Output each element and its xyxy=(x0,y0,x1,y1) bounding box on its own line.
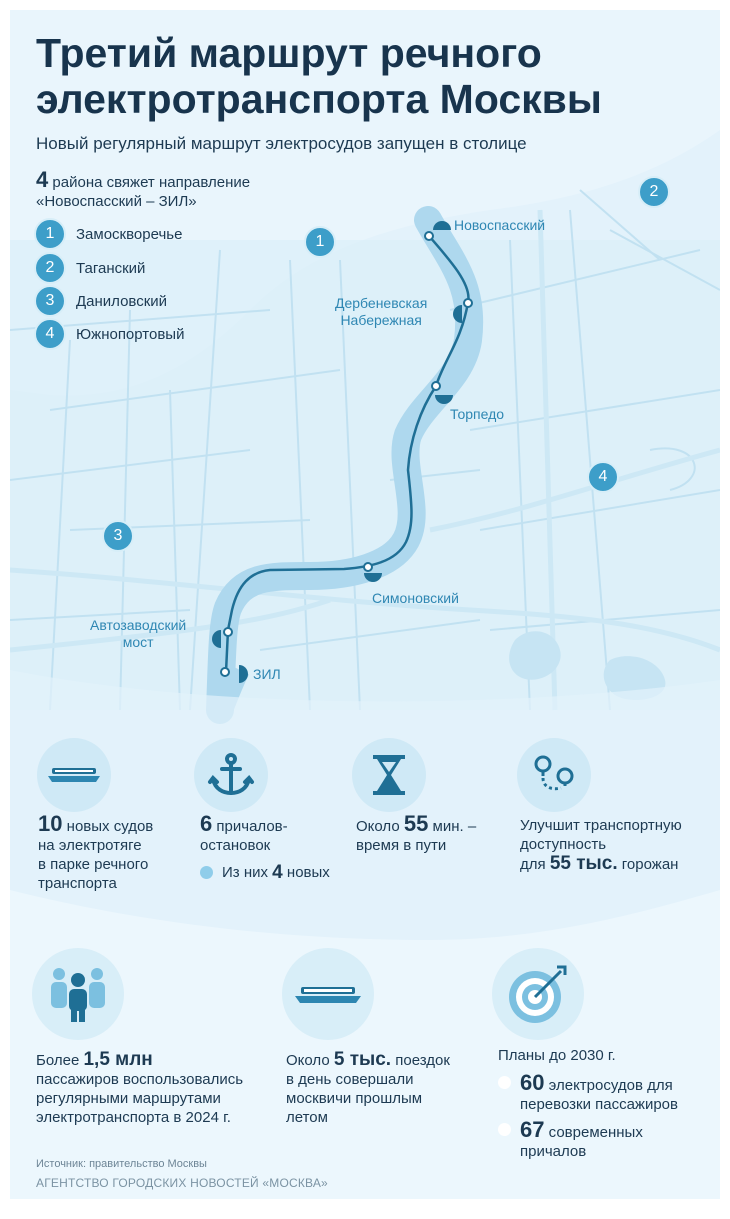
stop-marker xyxy=(464,299,472,307)
districts-count: 4 xyxy=(36,167,49,192)
districts-intro-text: района свяжет направление xyxy=(52,174,251,191)
stat-text: Улучшит транспортную xyxy=(520,817,682,834)
map-district-badge-2: 2 xyxy=(638,176,670,208)
stop-name: Новоспасский xyxy=(454,217,546,233)
anchor-icon xyxy=(194,738,268,812)
stop-name: Дербеневская xyxy=(335,295,428,311)
stat-text: перевозки пассажиров xyxy=(520,1096,678,1113)
stat-text: в парке речного xyxy=(38,856,149,873)
stop-name-line2: Набережная xyxy=(340,312,422,328)
districts-intro xyxy=(36,167,251,211)
stat-number: 10 xyxy=(38,811,63,836)
stat-number: 5 тыс. xyxy=(333,1049,392,1070)
bullet-dot xyxy=(498,1123,511,1136)
map-district-badge-4: 4 xyxy=(587,461,619,493)
stat-number: 55 xyxy=(403,811,429,836)
stat-text: летом xyxy=(286,1109,328,1126)
district-number-badge: 3 xyxy=(34,285,66,317)
stat-text: Из них xyxy=(222,864,268,881)
stop-label-simonovsky xyxy=(372,590,459,607)
stop-name: Автозаводский xyxy=(90,617,187,633)
stop-label-zil xyxy=(253,666,281,683)
district-name: Даниловский xyxy=(76,292,168,310)
stat-passengers xyxy=(36,1050,276,1127)
stat-text: причалов- xyxy=(216,818,288,835)
source-note: Источник: правительство Москвы xyxy=(36,1158,207,1170)
vessel-icon xyxy=(282,948,374,1040)
district-legend-item xyxy=(34,285,167,317)
title-line: Третий маршрут речного xyxy=(36,30,542,76)
stop-marker xyxy=(425,232,433,240)
stop-label-novospassky xyxy=(454,217,545,234)
stat-text: причалов xyxy=(520,1143,587,1160)
stop-marker xyxy=(224,628,232,636)
stat-text: время в пути xyxy=(356,837,447,854)
stat-vessels xyxy=(38,811,198,893)
stat-time xyxy=(356,811,506,855)
bullet-dot xyxy=(200,866,213,879)
stat-trips xyxy=(286,1050,486,1127)
stat-text: остановок xyxy=(200,837,271,854)
plans-item-text xyxy=(520,1070,678,1114)
stop-marker xyxy=(364,563,372,571)
district-number-badge: 1 xyxy=(34,218,66,250)
stat-number: 6 xyxy=(200,811,213,836)
stop-name: Торпедо xyxy=(450,406,505,422)
stat-text: новых судов xyxy=(66,818,154,835)
map-district-badge-3: 3 xyxy=(102,520,134,552)
stat-text: в день совершали xyxy=(286,1071,414,1088)
stat-text: современных xyxy=(548,1124,643,1141)
stat-text: доступность xyxy=(520,836,607,853)
target-icon xyxy=(492,948,584,1040)
stat-text: пассажиров воспользовались xyxy=(36,1071,244,1088)
stop-name-line2: мост xyxy=(122,634,154,650)
district-legend-item xyxy=(34,252,145,284)
stat-number: 60 xyxy=(520,1070,545,1095)
stat-number: 67 xyxy=(520,1117,545,1142)
district-name: Южнопортовый xyxy=(76,325,185,343)
stop-label-avtozavodsky xyxy=(90,617,186,651)
stat-piers xyxy=(200,811,350,883)
route-pins-icon xyxy=(517,738,591,812)
map-district-badge-1: 1 xyxy=(304,226,336,258)
people-icon xyxy=(32,948,124,1040)
stop-marker xyxy=(432,382,440,390)
stop-name: ЗИЛ xyxy=(253,666,281,682)
district-legend-item xyxy=(34,318,184,350)
stat-text: новых xyxy=(286,864,330,881)
subtitle: Новый регулярный маршрут электросудов запущен в столице xyxy=(36,134,527,153)
stat-text: транспорта xyxy=(38,875,117,892)
page-title xyxy=(36,30,696,122)
stop-label-torpedo xyxy=(450,406,504,423)
stat-text: горожан xyxy=(621,856,679,873)
hourglass-icon xyxy=(352,738,426,812)
stop-marker xyxy=(221,668,229,676)
stat-text: Около xyxy=(356,818,400,835)
stop-label-derbenevskaya xyxy=(335,295,427,329)
infographic xyxy=(10,10,720,1199)
district-number-badge: 2 xyxy=(34,252,66,284)
district-name: Замоскворечье xyxy=(76,225,183,243)
stat-plans xyxy=(498,1046,708,1161)
stat-text: мин. – xyxy=(432,818,477,835)
stop-name: Симоновский xyxy=(372,590,459,606)
stat-text: поездок xyxy=(395,1052,450,1069)
stat-text: для xyxy=(520,856,546,873)
plans-item xyxy=(498,1070,708,1114)
stat-text: москвичи прошлым xyxy=(286,1090,423,1107)
stat-access xyxy=(520,816,710,874)
district-legend-item xyxy=(34,218,182,250)
stat-text: электросудов для xyxy=(548,1077,673,1094)
plans-item-text xyxy=(520,1117,643,1161)
districts-route: «Новоспасский – ЗИЛ» xyxy=(36,193,197,210)
stat-text: Около xyxy=(286,1052,330,1069)
stat-text: электротранспорта в 2024 г. xyxy=(36,1109,231,1126)
stat-number: 55 тыс. xyxy=(549,853,618,874)
stat-plans-title: Планы до 2030 г. xyxy=(498,1047,616,1064)
title-line: электротранспорта Москвы xyxy=(36,76,602,122)
stat-text: регулярными маршрутами xyxy=(36,1090,221,1107)
stat-number: 4 xyxy=(272,862,283,883)
agency-credit: АГЕНТСТВО ГОРОДСКИХ НОВОСТЕЙ «МОСКВА» xyxy=(36,1176,328,1190)
bullet-dot xyxy=(498,1076,511,1089)
vessel-icon xyxy=(37,738,111,812)
stat-text: Более xyxy=(36,1052,80,1069)
stat-number: 1,5 млн xyxy=(83,1049,153,1070)
district-number-badge: 4 xyxy=(34,318,66,350)
district-name: Таганский xyxy=(76,259,146,277)
stat-piers-sub xyxy=(200,863,350,882)
plans-item xyxy=(498,1117,708,1161)
stat-text: на электротяге xyxy=(38,837,142,854)
